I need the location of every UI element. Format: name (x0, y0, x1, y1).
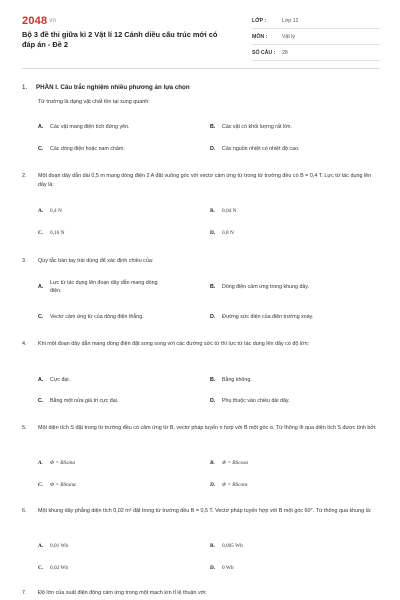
question-text: Một đoạn dây dẫn dài 0,5 m mang dòng điện 2 A đặt vuông góc với vectơ cảm ứng từ trong từ trường đều có B = 0,4 T. Lực từ tác dụng lên dây là: (38, 173, 372, 188)
question-4: 4. Khi một đoạn dây dẫn mang dòng điện đặt song song với các đường sức từ thì lực từ tác dụng lên dây có độ lớn: (22, 340, 378, 349)
question-6: 6. Một khung dây phẳng diện tích 0,02 m² đặt trong từ trường đều B = 0,5 T. Vectơ pháp tuyến hợp với B một góc 60°. Từ thông qua khung là: (22, 507, 378, 516)
document-title: Bộ 3 đề thi giữa kì 2 Vật lí 12 Cánh diều cấu trúc mới có đáp án - Đề 2 (22, 30, 218, 49)
option-d[interactable]: D. Phụ thuộc vào chiều dài dây. (210, 398, 290, 404)
document-header (0, 0, 400, 62)
option-a[interactable]: A. 0,01 Wb (38, 543, 69, 549)
option-c[interactable]: C. 0,02 Wb (38, 565, 69, 571)
meta-subject: MÔN : Vật lý (252, 30, 380, 45)
meta-question-count: SỐ CÂU : 28 (252, 46, 380, 61)
question-text: Từ trường là dạng vật chất tồn tại xung quanh: (38, 99, 150, 105)
option-a[interactable]: A. 0,4 N (38, 208, 62, 214)
option-c[interactable]: C. Bằng một nửa giá trị cực đại. (38, 398, 119, 404)
question-text: Quy tắc bàn tay trái dùng để xác định chiều của: (38, 258, 154, 264)
option-d[interactable]: D. Đường sức điện của điện trường xoáy. (210, 314, 314, 320)
option-c[interactable]: C. Vectơ cảm ứng từ của dòng điện thẳng. (38, 314, 144, 320)
question-text: Độ lớn của suất điện động cảm ứng trong một mạch kín tỉ lệ thuận với: (38, 590, 207, 596)
option-d[interactable]: D. Φ = BScotα (210, 482, 248, 488)
question-text: Một diện tích S đặt trong từ trường đều có cảm ứng từ B, vectơ pháp tuyến n hợp với B một góc α. Từ thông Φ qua diện tích S được tính bởi: (38, 425, 377, 431)
option-d[interactable]: D. Các nguồn nhiệt có nhiệt độ cao. (210, 146, 300, 152)
section-heading: 1. PHẦN I. Câu trắc nghiệm nhiều phương án lựa chọn (22, 84, 190, 91)
option-a[interactable]: A. Các vật mang điện tích đứng yên. (38, 124, 130, 130)
option-d[interactable]: D. 0 Wb (210, 565, 234, 571)
option-c[interactable]: C. 0,16 N (38, 230, 65, 236)
option-b[interactable]: B. Các vật có khối lượng rất lớn. (210, 124, 292, 130)
question-text: Một khung dây phẳng diện tích 0,02 m² đặt trong từ trường đều B = 0,5 T. Vectơ pháp tuyến hợp với B một góc 60°. Từ thông qua khung là: (38, 508, 372, 514)
option-b[interactable]: B. Φ = BScosα (210, 460, 248, 466)
option-b[interactable]: B. 0,005 Wb (210, 543, 243, 549)
option-b[interactable]: B. Dòng điện cảm ứng trong khung dây. (210, 284, 310, 290)
question-7: 7. Độ lớn của suất điện động cảm ứng trong một mạch kín tỉ lệ thuận với: (22, 589, 378, 598)
option-a[interactable]: A. Φ = BSsinα (38, 460, 76, 466)
option-a[interactable]: A. Cực đại. (38, 377, 71, 383)
option-d[interactable]: D. 0,8 N (210, 230, 234, 236)
question-text: Khi một đoạn dây dẫn mang dòng điện đặt song song với các đường sức từ thì lực từ tác dụng lên dây có độ lớn: (38, 341, 310, 347)
question-3: 3. Quy tắc bàn tay trái dùng để xác định chiều của: (22, 257, 378, 266)
header-divider (22, 68, 380, 69)
question-5: 5. Một diện tích S đặt trong từ trường đều có cảm ứng từ B, vectơ pháp tuyến n hợp với B một góc α. Từ thông Φ qua diện tích S được tính bởi: (22, 425, 377, 431)
site-logo[interactable]: 2048 vn (22, 15, 57, 27)
option-b[interactable]: B. Bằng không. (210, 377, 252, 383)
meta-class: LỚP : Lớp 12 (252, 14, 380, 29)
document-meta (252, 14, 380, 62)
question-1 (22, 98, 378, 107)
option-a[interactable]: A. Lực từ tác dụng lên đoạn dây dẫn mang dòng điện. (38, 280, 158, 294)
question-2: 2. Một đoạn dây dẫn dài 0,5 m mang dòng điện 2 A đặt vuông góc với vectơ cảm ứng từ trong từ trường đều có B = 0,4 T. Lực từ tác dụng lên dây là: (22, 172, 378, 189)
option-b[interactable]: B. 0,04 N (210, 208, 237, 214)
option-c[interactable]: C. Các dòng điện hoặc nam châm. (38, 146, 125, 152)
option-c[interactable]: C. Φ = BStanα (38, 482, 76, 488)
